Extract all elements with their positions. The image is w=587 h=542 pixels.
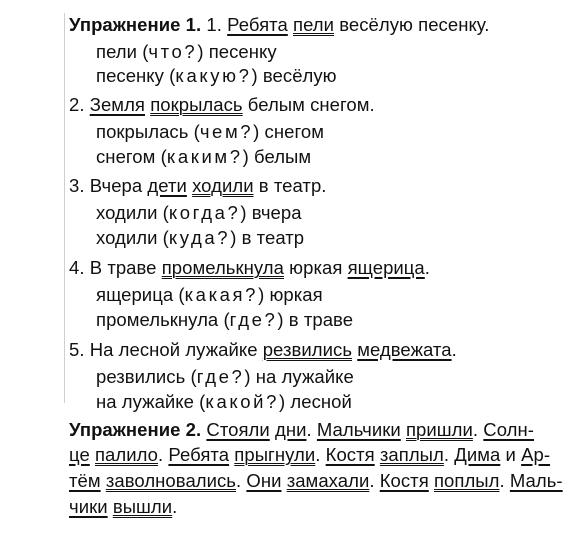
ex1-item-2-pair-2 — [96, 145, 311, 169]
subject-word: Дима — [454, 444, 501, 465]
pair-dependent: ) юркая — [258, 284, 323, 305]
ex1-item-3-pair-1 — [96, 201, 302, 225]
subject-word: Костя — [379, 470, 429, 491]
item-number: 2. — [69, 94, 85, 115]
pair-head: ходили ( — [96, 202, 169, 223]
pair-question: чем? — [199, 121, 254, 142]
ex1-item-4-pair-2 — [96, 308, 353, 332]
ex1-item-4-sentence — [69, 256, 430, 280]
pair-question: какую? — [175, 65, 252, 86]
sentence-rest: весёлую песенку. — [334, 14, 490, 35]
pair-dependent: ) в траве — [277, 309, 354, 330]
pair-question: что? — [148, 41, 198, 62]
ex2-line-4 — [69, 495, 177, 519]
subject-word: дни — [274, 419, 307, 440]
ex1-title: Упражнение 1. — [69, 14, 202, 35]
ex1-item-3-sentence — [69, 174, 326, 198]
margin-rule — [64, 13, 65, 403]
pair-question: какой? — [205, 391, 279, 412]
subject-word: Мальчики — [316, 419, 401, 440]
ex2-line-2 — [69, 443, 550, 467]
pair-dependent: ) вчера — [240, 202, 302, 223]
subject-word: дети — [147, 175, 187, 196]
item-number: 4. — [69, 257, 85, 278]
sentence-start: Вчера — [89, 175, 148, 196]
sentence-end: . — [451, 339, 457, 360]
subject-word: ящерица — [347, 257, 425, 278]
ex2-title: Упражнение 2. — [69, 419, 202, 440]
pair-head: на лужайке ( — [96, 391, 206, 412]
pair-dependent: ) в театр — [230, 227, 305, 248]
pair-dependent: ) весёлую — [251, 65, 337, 86]
pair-question: какая? — [184, 284, 259, 305]
sentence-start: В траве — [89, 257, 162, 278]
predicate-word: резвились — [262, 339, 353, 360]
predicate-word: пришли — [405, 419, 473, 440]
conjunction: и — [500, 444, 522, 465]
item-number: 3. — [69, 175, 85, 196]
pair-question: когда? — [168, 202, 241, 223]
subject-word: Они — [246, 470, 282, 491]
predicate-word: промелькнула — [161, 257, 284, 278]
punct: . — [306, 419, 317, 440]
predicate-word: ходили — [192, 175, 254, 196]
sentence-end: . — [424, 257, 430, 278]
subject-word: Ребята — [168, 444, 230, 465]
pair-head: промелькнула ( — [96, 309, 230, 330]
pair-question: где? — [229, 309, 278, 330]
punct: . — [315, 444, 326, 465]
subject-word: Маль- — [509, 470, 563, 491]
subject-word: Ребята — [227, 14, 288, 35]
ex1-item-3-pair-2 — [96, 226, 304, 250]
ex1-item-2-pair-1 — [96, 120, 324, 144]
pair-head: пели ( — [96, 41, 149, 62]
predicate-word: пели — [293, 14, 335, 35]
sentence-rest: белым снегом. — [242, 94, 375, 115]
ex2-line-3 — [69, 469, 563, 493]
subject-word: це — [69, 444, 90, 465]
ex1-item-5-pair-1 — [96, 365, 354, 389]
pair-question: где? — [196, 366, 245, 387]
pair-head: ящерица ( — [96, 284, 185, 305]
sentence-mid: юркая — [283, 257, 348, 278]
predicate-word: поплыл — [433, 470, 500, 491]
predicate-word: покрылась — [150, 94, 243, 115]
subject-word: Костя — [325, 444, 375, 465]
ex2-line-1 — [69, 418, 534, 442]
pair-head: песенку ( — [96, 65, 176, 86]
ex1-item-1-sentence — [69, 13, 489, 37]
pair-dependent: ) песенку — [197, 41, 277, 62]
predicate-word: палило — [94, 444, 159, 465]
pair-head: ходили ( — [96, 227, 169, 248]
pair-dependent: ) снегом — [253, 121, 324, 142]
subject-word: тём — [69, 470, 101, 491]
ex1-item-5-pair-2 — [96, 390, 352, 414]
pair-head: покрылась ( — [96, 121, 200, 142]
punct: . — [499, 470, 510, 491]
predicate-word: заволновались — [105, 470, 236, 491]
punct: . — [472, 419, 484, 440]
punct: . — [158, 444, 169, 465]
ex1-item-5-sentence — [69, 338, 457, 362]
ex1-item-1-pair-2 — [96, 64, 337, 88]
pair-dependent: ) на лужайке — [244, 366, 354, 387]
predicate-word: заплыл — [379, 444, 444, 465]
punct: . — [236, 470, 247, 491]
pair-head: резвились ( — [96, 366, 197, 387]
pair-dependent: ) лесной — [279, 391, 352, 412]
sentence-rest: в театр. — [253, 175, 327, 196]
predicate-word: прыгнули — [234, 444, 316, 465]
subject-word: медвежата — [357, 339, 452, 360]
predicate-word: вышли — [112, 496, 173, 517]
subject-word: Ар- — [521, 444, 551, 465]
ex1-item-2-sentence — [69, 93, 375, 117]
predicate-word: замахали — [286, 470, 370, 491]
item-number: 1. — [206, 14, 222, 35]
sentence-start: На лесной лужайке — [89, 339, 263, 360]
ex1-item-4-pair-1 — [96, 283, 323, 307]
punct: . — [443, 444, 455, 465]
subject-word: Земля — [89, 94, 145, 115]
subject-word: Солн- — [483, 419, 534, 440]
ex1-item-1-pair-1 — [96, 40, 277, 64]
subject-word: чики — [69, 496, 108, 517]
pair-dependent: ) белым — [242, 146, 312, 167]
punct: . — [172, 496, 178, 517]
pair-question: каким? — [166, 146, 243, 167]
pair-question: куда? — [168, 227, 231, 248]
pair-head: снегом ( — [96, 146, 167, 167]
punct: . — [369, 470, 380, 491]
item-number: 5. — [69, 339, 85, 360]
subject-word: Стояли — [206, 419, 270, 440]
